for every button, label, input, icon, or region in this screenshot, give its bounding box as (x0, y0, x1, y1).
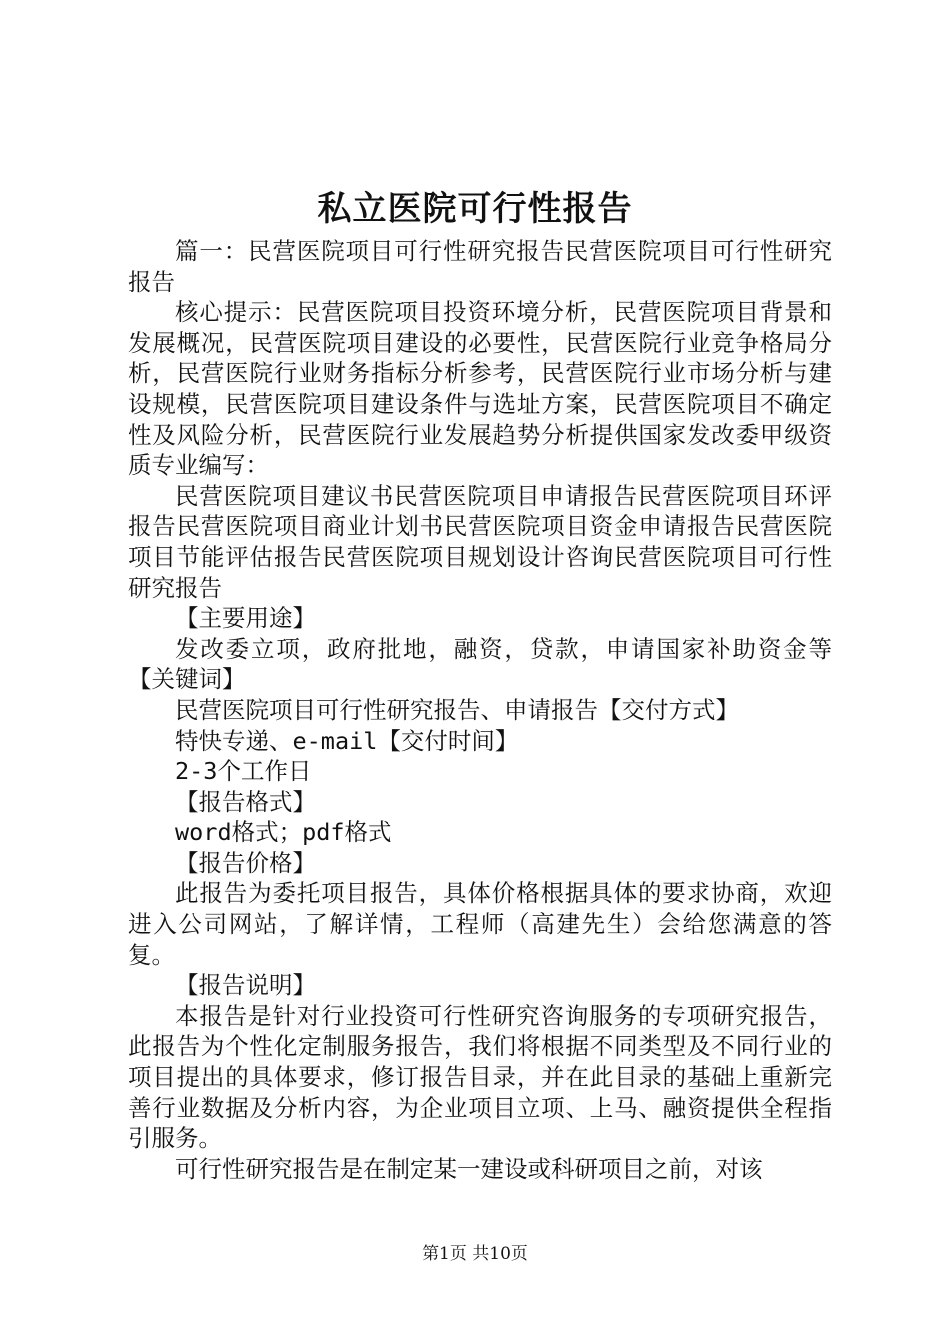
paragraph-5: 发改委立项，政府批地，融资，贷款，申请国家补助资金等【关键词】 (128, 634, 832, 694)
paragraph-12: 此报告为委托项目报告，具体价格根据具体的要求协商，欢迎进入公司网站，了解详情，工程师（高建先生）会给您满意的答复。 (128, 879, 832, 969)
paragraph-1: 篇一：民营医院项目可行性研究报告民营医院项目可行性研究报告 (128, 237, 832, 296)
document-body (128, 236, 832, 1184)
paragraph-2: 核心提示：民营医院项目投资环境分析，民营医院项目背景和发展概况，民营医院项目建设的必要性，民营医院行业竞争格局分析，民营医院行业财务指标分析参考，民营医院行业市场分析与建设规模，民营医院项目建设条件与选址方案，民营医院项目不确定性及风险分析，民营医院行业发展趋势分析提供国家发改委甲级资质专业编写： (128, 298, 832, 480)
page-footer: 第1页 共10页 (422, 1244, 528, 1264)
paragraph-13: 【报告说明】 (175, 971, 316, 1000)
paragraph-11: 【报告价格】 (175, 848, 316, 877)
paragraph-4: 【主要用途】 (175, 604, 316, 633)
paragraph-6: 民营医院项目可行性研究报告、申请报告【交付方式】 (175, 695, 739, 724)
paragraph-7: 特快专递、e-mail【交付时间】 (175, 726, 519, 755)
paragraph-10: word格式；pdf格式 (175, 818, 392, 847)
paragraph-8: 2-3个工作日 (175, 757, 312, 786)
document-title: 私立医院可行性报告 (317, 189, 633, 229)
paragraph-9: 【报告格式】 (175, 787, 316, 816)
paragraph-15: 可行性研究报告是在制定某一建设或科研项目之前，对该 (175, 1154, 763, 1183)
paragraph-3: 民营医院项目建议书民营医院项目申请报告民营医院项目环评报告民营医院项目商业计划书民营医院项目资金申请报告民营医院项目节能评估报告民营医院项目规划设计咨询民营医院项目可行性研究报告 (128, 481, 832, 602)
paragraph-14: 本报告是针对行业投资可行性研究咨询服务的专项研究报告，此报告为个性化定制服务报告，我们将根据不同类型及不同行业的项目提出的具体要求，修订报告目录，并在此目录的基础上重新完善行业数据及分析内容，为企业项目立项、上马、融资提供全程指引服务。 (128, 1001, 832, 1153)
